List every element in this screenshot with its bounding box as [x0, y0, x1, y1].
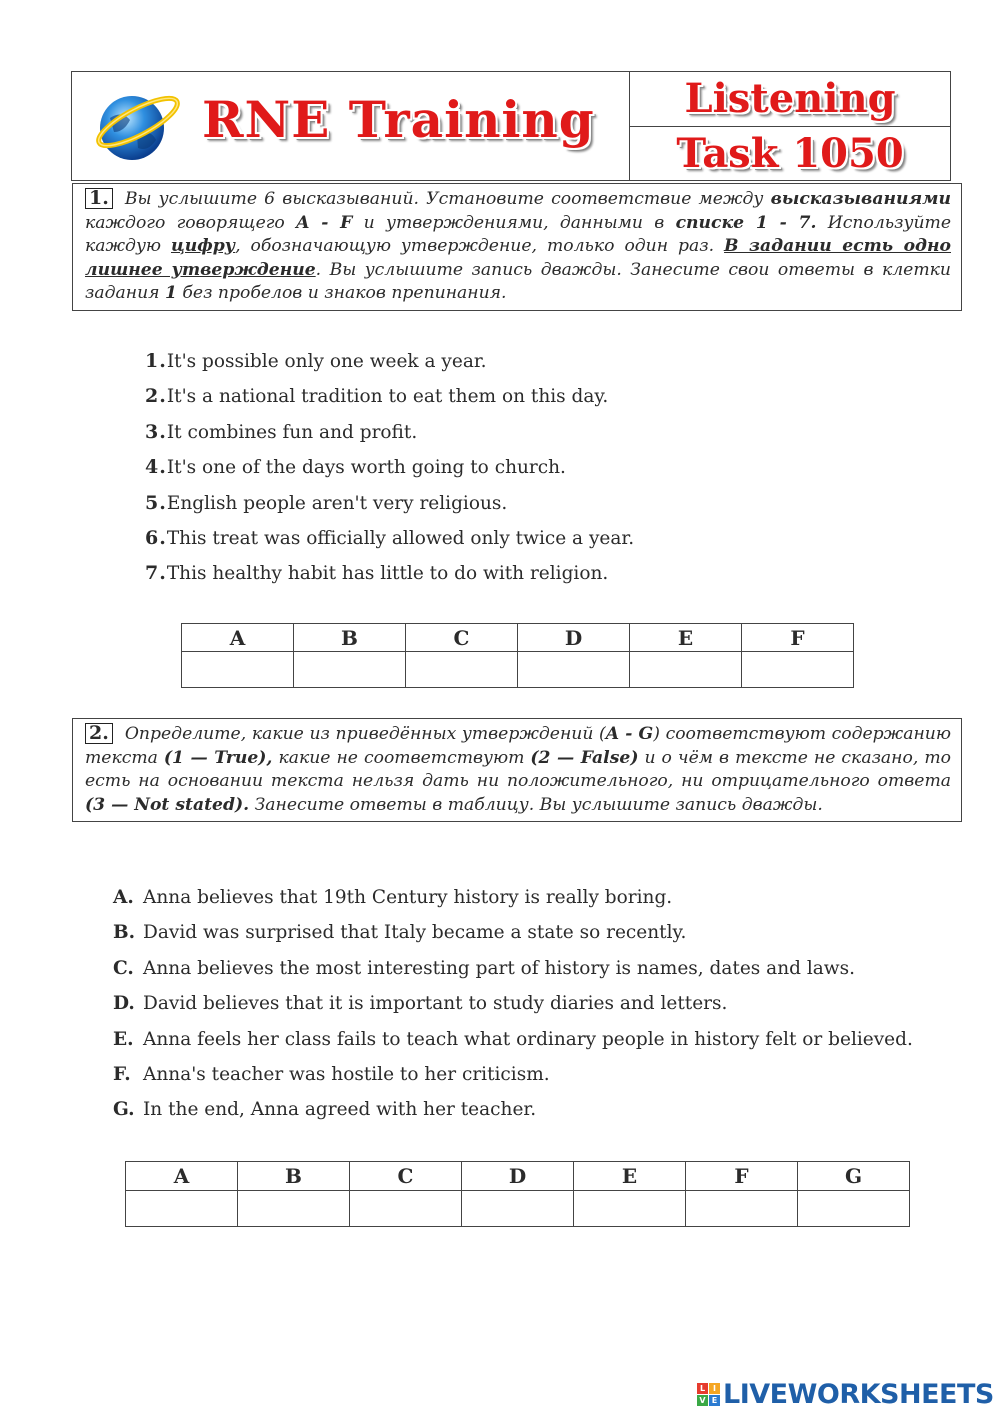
task2-number: 2. — [85, 723, 113, 744]
list-item — [113, 915, 913, 950]
task2-statements — [113, 880, 913, 1128]
answer-cell-f[interactable] — [742, 652, 854, 688]
instr2-bold: (1 — True), — [163, 747, 273, 768]
table-header: C — [350, 1162, 462, 1191]
list-item — [113, 986, 913, 1021]
answer-cell-f[interactable] — [686, 1191, 798, 1227]
liveworksheets-logo — [697, 1379, 994, 1410]
task-number: Task 1050 — [676, 129, 904, 177]
answer-cell-e[interactable] — [574, 1191, 686, 1227]
list-item — [145, 415, 634, 450]
answer-cell-c[interactable] — [406, 652, 518, 688]
instr2-text: Определите, какие из приведённых утверждений ( — [124, 724, 606, 744]
task1-answer-table — [181, 623, 854, 688]
item-letter: A. — [113, 887, 134, 908]
instr1-bold: цифру — [170, 236, 236, 257]
answer-cell-c[interactable] — [350, 1191, 462, 1227]
table-header: D — [462, 1162, 574, 1191]
item-text: This treat was officially allowed only twice a year. — [166, 527, 635, 549]
list-item — [145, 379, 634, 414]
instr1-text: Используйте каждую — [85, 212, 951, 257]
list-item — [145, 450, 634, 485]
item-text: It's one of the days worth going to church. — [166, 457, 566, 479]
table-header: A — [126, 1162, 238, 1191]
instr1-bold: высказываниями — [770, 189, 951, 209]
answer-cell-b[interactable] — [294, 652, 406, 688]
list-item — [113, 1022, 913, 1057]
task2-instruction — [72, 718, 962, 822]
instr2-text: ) соответствуют содержанию текста — [85, 724, 951, 768]
list-item — [145, 344, 634, 379]
item-text: English people aren't very religious. — [166, 492, 508, 514]
liveworksheets-text: LIVEWORKSHEETS — [723, 1379, 994, 1410]
item-text: It's possible only one week a year. — [166, 351, 487, 372]
instr1-text: и утверждениями, данными в — [352, 212, 676, 233]
answer-cell-d[interactable] — [518, 652, 630, 688]
brand-cell — [72, 72, 630, 180]
table-header: C — [406, 624, 518, 652]
table-header: D — [518, 624, 630, 652]
table-header: B — [238, 1162, 350, 1191]
item-number: 1. — [145, 350, 167, 372]
item-text: In the end, Anna agreed with her teacher. — [143, 1099, 537, 1121]
logo-icon-letter: I — [709, 1383, 720, 1394]
answer-cell-d[interactable] — [462, 1191, 574, 1227]
answer-cell-g[interactable] — [798, 1191, 910, 1227]
task2-answer-table — [125, 1161, 910, 1227]
item-text: It combines fun and profit. — [166, 421, 418, 443]
logo-icon-letter: L — [697, 1383, 708, 1394]
list-item — [113, 951, 913, 986]
table-header: E — [630, 624, 742, 652]
logo-icon-letter: V — [697, 1395, 708, 1406]
instr1-bold: списке 1 - 7. — [675, 212, 817, 233]
instr1-text: без пробелов и знаков препинания. — [176, 283, 507, 304]
item-text: It's a national tradition to eat them on this day. — [166, 386, 609, 408]
item-text: Anna believes that 19th Century history is really boring. — [143, 887, 673, 908]
item-letter: G. — [113, 1099, 135, 1121]
instr2-bold: (3 — Not stated). — [85, 794, 250, 815]
instr1-bold: В задании есть одно лишнее утверждение — [85, 236, 951, 280]
instr1-text: каждого говорящего — [85, 212, 297, 233]
list-item — [113, 1057, 913, 1092]
brand-title: RNE Training — [202, 90, 595, 149]
instr2-text: Занесите ответы в таблицу. Вы услышите запись дважды. — [249, 794, 823, 815]
answer-cell-a[interactable] — [126, 1191, 238, 1227]
table-header: F — [686, 1162, 798, 1191]
task1-statements — [145, 344, 634, 592]
instr1-bold: 1 — [165, 283, 177, 304]
item-text: David was surprised that Italy became a state so recently. — [143, 922, 687, 944]
task1-instruction — [72, 183, 962, 311]
logo-icon-letter: E — [709, 1395, 720, 1406]
item-letter: F. — [113, 1063, 131, 1085]
item-text: David believes that it is important to study diaries and letters. — [143, 993, 728, 1015]
instr2-bold: (2 — False) — [530, 747, 639, 768]
header — [71, 71, 951, 181]
globe-logo-icon — [92, 88, 184, 162]
task-info — [630, 72, 950, 180]
table-header: F — [742, 624, 854, 652]
item-letter: C. — [113, 957, 134, 979]
liveworksheets-icon — [697, 1383, 720, 1406]
list-item — [145, 521, 634, 556]
answer-cell-b[interactable] — [238, 1191, 350, 1227]
item-text: Anna's teacher was hostile to her criticism. — [143, 1063, 550, 1085]
instr1-text: Вы услышите 6 высказываний. Установите соответствие между — [124, 189, 771, 209]
table-header: B — [294, 624, 406, 652]
instr2-text: и о чём в тексте не сказано, то есть на основании текста нельзя дать ни положительного, ни отрицательного ответа — [85, 747, 951, 792]
instr1-text: . Вы услышите запись дважды. Занесите свои ответы в клетки задания — [85, 259, 951, 304]
instr2-bold: A - G — [605, 724, 654, 744]
item-letter: E. — [113, 1028, 134, 1050]
list-item — [113, 1092, 913, 1127]
instr1-bold: A - F — [296, 212, 353, 233]
section-title: Listening — [630, 72, 950, 127]
instr2-text: какие не соответствуют — [272, 747, 531, 768]
item-text: This healthy habit has little to do with religion. — [166, 563, 609, 585]
item-number: 3. — [145, 420, 167, 443]
table-header: A — [182, 624, 294, 652]
table-header: G — [798, 1162, 910, 1191]
instr1-text: , обозначающую утверждение, только один раз. — [235, 236, 725, 257]
list-item — [145, 556, 634, 591]
item-text: Anna believes the most interesting part of history is names, dates and laws. — [143, 957, 856, 979]
item-number: 4. — [145, 456, 167, 479]
answer-cell-e[interactable] — [630, 652, 742, 688]
item-number: 6. — [145, 526, 167, 549]
item-number: 7. — [145, 562, 167, 585]
answer-cell-a[interactable] — [182, 652, 294, 688]
item-letter: D. — [113, 993, 135, 1015]
list-item — [145, 486, 634, 521]
item-letter: B. — [113, 922, 136, 944]
list-item — [113, 880, 913, 915]
task1-number: 1. — [85, 188, 113, 209]
item-text: Anna feels her class fails to teach what ordinary people in history felt or believed. — [143, 1028, 913, 1050]
item-number: 2. — [145, 385, 167, 408]
table-header: E — [574, 1162, 686, 1191]
item-number: 5. — [145, 491, 167, 514]
